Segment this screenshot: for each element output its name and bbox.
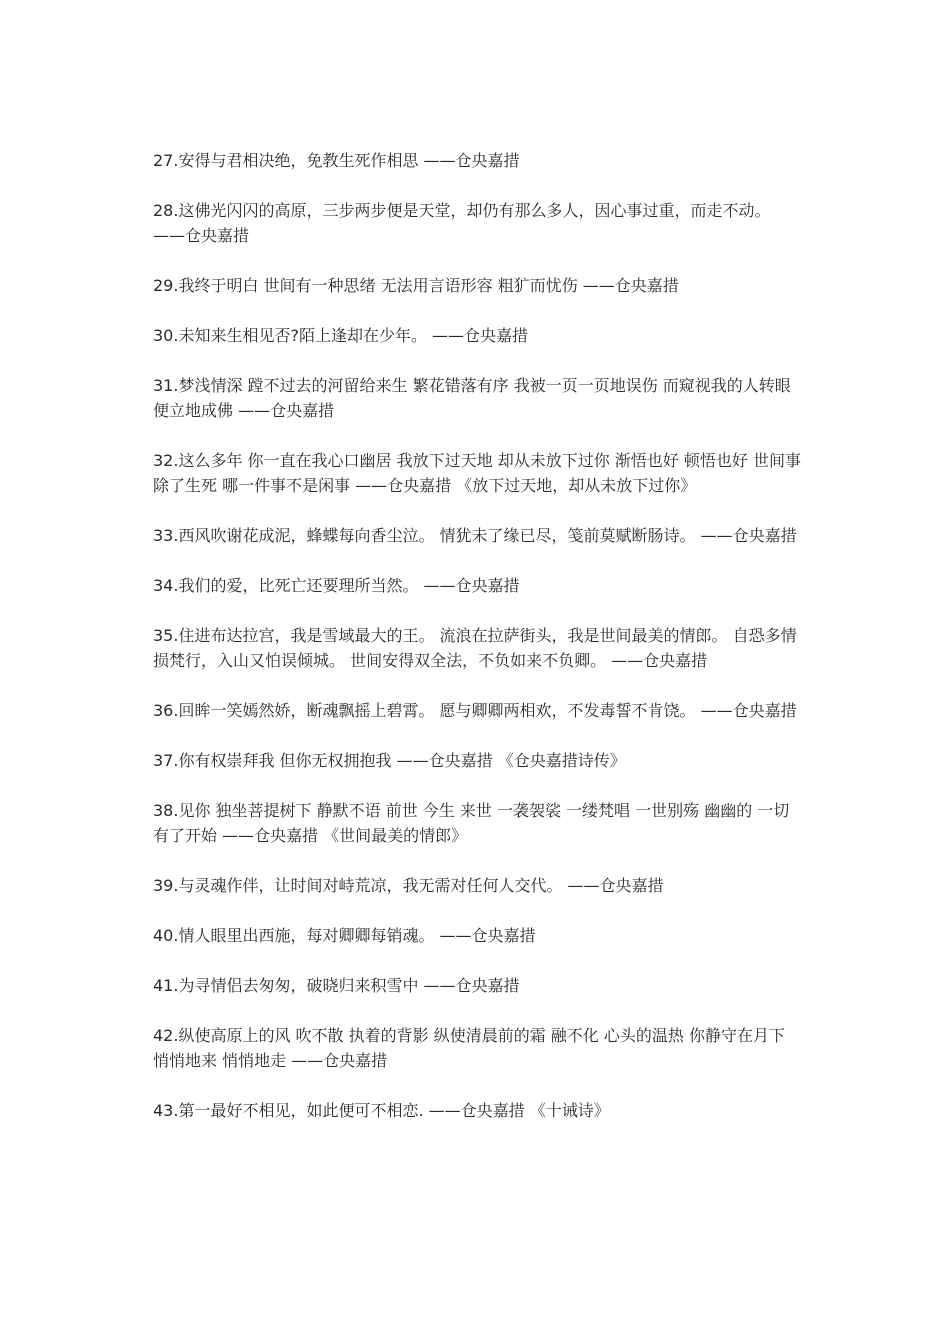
quote-28: 28.这佛光闪闪的高原，三步两步便是天堂，却仍有那么多人，因心事过重，而走不动。 ——仓央嘉措	[153, 201, 771, 245]
quote-37: 37.你有权崇拜我 但你无权拥抱我 ——仓央嘉措 《仓央嘉措诗传》	[153, 751, 626, 770]
quote-33: 33.西风吹谢花成泥，蜂蝶每向香尘泣。 情犹未了缘已尽，笺前莫赋断肠诗。 ——仓央嘉措	[153, 526, 797, 545]
quote-30: 30.未知来生相见否?陌上逢却在少年。 ——仓央嘉措	[153, 326, 529, 345]
quote-35: 35.住进布达拉宫，我是雪域最大的王。 流浪在拉萨街头，我是世间最美的情郎。 自恐多情损梵行，入山又怕误倾城。 世间安得双全法，不负如来不负卿。 ——仓央嘉措	[153, 626, 797, 670]
quote-27: 27.安得与君相决绝，免教生死作相思 ——仓央嘉措	[153, 151, 520, 170]
quote-list	[153, 148, 801, 1148]
quote-43: 43.第一最好不相见，如此便可不相恋. ——仓央嘉措 《十诫诗》	[153, 1101, 610, 1120]
quote-40: 40.情人眼里出西施，每对卿卿每销魂。 ——仓央嘉措	[153, 926, 536, 945]
quote-41: 41.为寻情侣去匆匆，破晓归来积雪中 ——仓央嘉措	[153, 976, 520, 995]
quote-36: 36.回眸一笑嫣然娇，断魂飘摇上碧霄。 愿与卿卿两相欢，不发毒誓不肯饶。 ——仓央嘉措	[153, 701, 797, 720]
quote-38: 38.见你 独坐菩提树下 静默不语 前世 今生 来世 一袭袈裟 一缕梵唱 一世别殇 幽幽的 一切有了开始 ——仓央嘉措 《世间最美的情郎》	[153, 801, 790, 845]
quote-29: 29.我终于明白 世间有一种思绪 无法用言语形容 粗犷而忧伤 ——仓央嘉措	[153, 276, 679, 295]
quote-34: 34.我们的爱，比死亡还要理所当然。 ——仓央嘉措	[153, 576, 520, 595]
quote-42: 42.纵使高原上的风 吹不散 执着的背影 纵使清晨前的霜 融不化 心头的温热 你静守在月下 悄悄地来 悄悄地走 ——仓央嘉措	[153, 1026, 785, 1070]
quote-31: 31.梦浅情深 蹚不过去的河留给来生 繁花错落有序 我被一页一页地误伤 而窥视我的人转眼便立地成佛 ——仓央嘉措	[153, 376, 791, 420]
quote-39: 39.与灵魂作伴，让时间对峙荒凉，我无需对任何人交代。 ——仓央嘉措	[153, 876, 664, 895]
quote-32: 32.这么多年 你一直在我心口幽居 我放下过天地 却从未放下过你 渐悟也好 顿悟也好 世间事除了生死 哪一件事不是闲事 ——仓央嘉措 《放下过天地，却从未放下过你》	[153, 451, 801, 495]
